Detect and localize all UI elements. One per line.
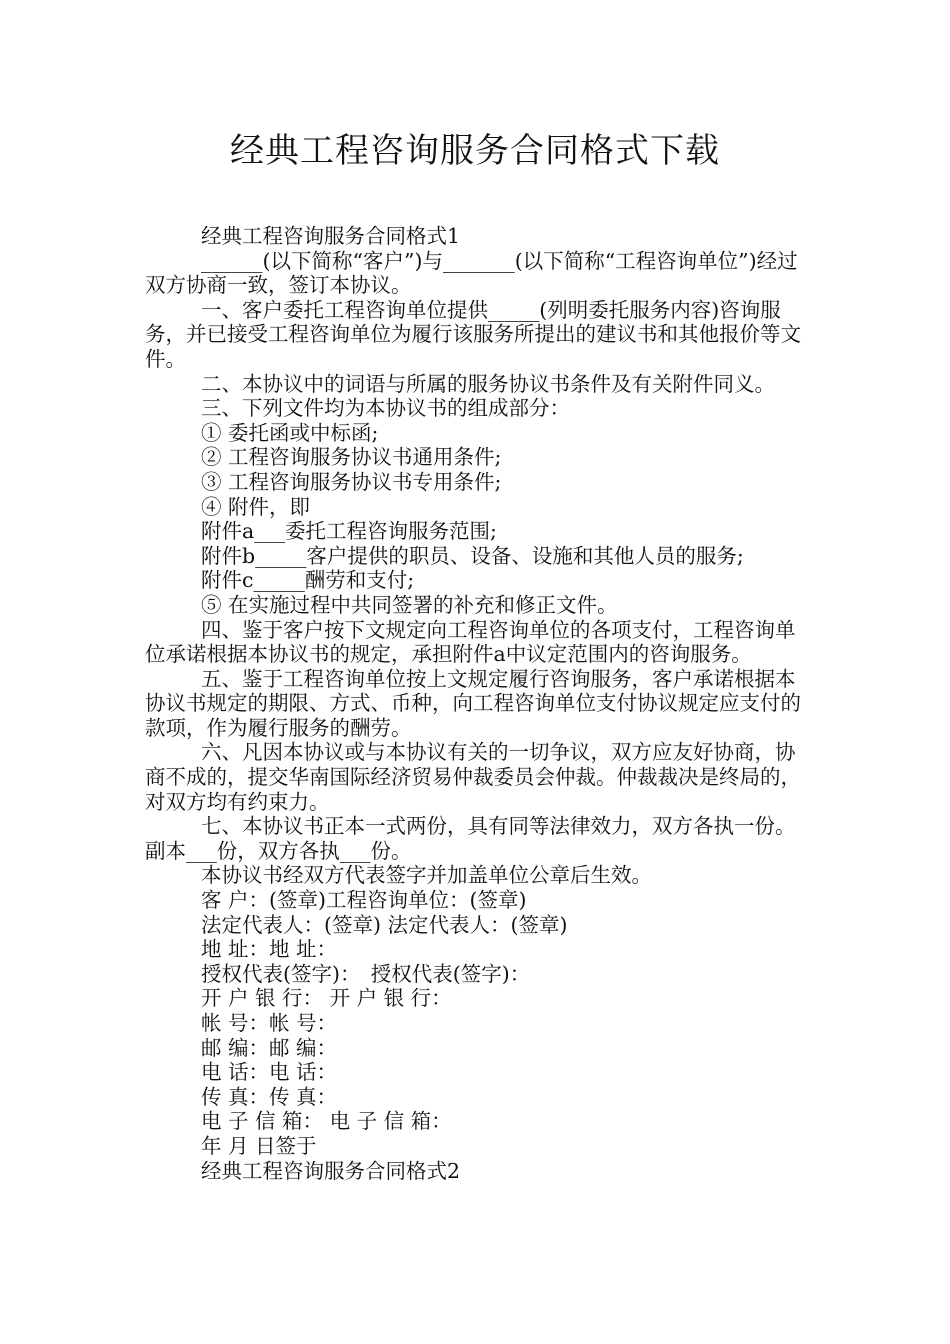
paragraph-parties: ______(以下简称“客户”)与_______(以下简称“工程咨询单位”)经过双方协商一致，签订本协议。 [145, 248, 798, 298]
attachment-item: 附件a___委托工程咨询服务范围; [201, 519, 497, 544]
attachment-item: 附件b_____客户提供的职员、设备、设施和其他人员的服务; [201, 543, 744, 568]
document-body [145, 224, 813, 1183]
clause-1: 一、客户委托工程咨询单位提供_____(列明委托服务内容)咨询服务，并已接受工程咨询单位为履行该服务所提出的建议书和其他报价等文件。 [145, 297, 801, 371]
clause-5: 五、鉴于工程咨询单位按上文规定履行咨询服务，客户承诺根据本协议书规定的期限、方式、币种，向工程咨询单位支付协议规定应支付的款项，作为履行服务的酬劳。 [145, 666, 801, 740]
signature-line: 开 户 银 行： 开 户 银 行： [201, 986, 452, 1011]
list-item: ④ 附件，即 [201, 494, 311, 519]
section-heading: 经典工程咨询服务合同格式1 [201, 224, 461, 248]
list-item: ① 委托函或中标函; [201, 420, 379, 445]
signature-line: 客 户：(签章)工程咨询单位：(签章) [201, 888, 527, 913]
signature-line: 传 真：传 真： [201, 1084, 338, 1109]
signature-line: 法定代表人：(签章) 法定代表人：(签章) [201, 912, 568, 937]
signature-line: 帐 号：帐 号： [201, 1011, 338, 1035]
clause-6: 六、凡因本协议或与本协议有关的一切争议，双方应友好协商，协商不成的，提交华南国际经济贸易仲裁委员会仲裁。仲裁裁决是终局的，对双方均有约束力。 [145, 740, 801, 814]
attachment-item: 附件c_____酬劳和支付; [201, 568, 415, 593]
clause-4: 四、鉴于客户按下文规定向工程咨询单位的各项支付，工程咨询单位承诺根据本协议书的规定，承担附件a中议定范围内的咨询服务。 [145, 617, 796, 667]
list-item: ② 工程咨询服务协议书通用条件; [201, 445, 502, 470]
signature-line: 电 话：电 话： [201, 1060, 338, 1085]
signature-date: 年 月 日签于 [201, 1133, 317, 1158]
clause-7: 七、本协议书正本一式两份，具有同等法律效力，双方各执一份。副本___份，双方各执___份。 [145, 814, 796, 863]
section-heading: 经典工程咨询服务合同格式2 [201, 1158, 461, 1183]
list-item: ③ 工程咨询服务协议书专用条件; [201, 469, 502, 494]
signature-line: 电 子 信 箱： 电 子 信 箱： [201, 1109, 452, 1134]
effective-statement: 本协议书经双方代表签字并加盖单位公章后生效。 [201, 863, 652, 888]
document-title: 经典工程咨询服务合同格式下载 [230, 131, 720, 171]
signature-line: 邮 编：邮 编： [201, 1035, 338, 1060]
signature-line: 地 址：地 址： [201, 937, 338, 962]
signature-line: 授权代表(签字)： 授权代表(签字)： [201, 961, 531, 986]
clause-3: 三、下列文件均为本协议书的组成部分： [201, 396, 570, 421]
list-item: ⑤ 在实施过程中共同签署的补充和修正文件。 [201, 592, 618, 617]
clause-2: 二、本协议中的词语与所属的服务协议书条件及有关附件同义。 [201, 371, 775, 396]
